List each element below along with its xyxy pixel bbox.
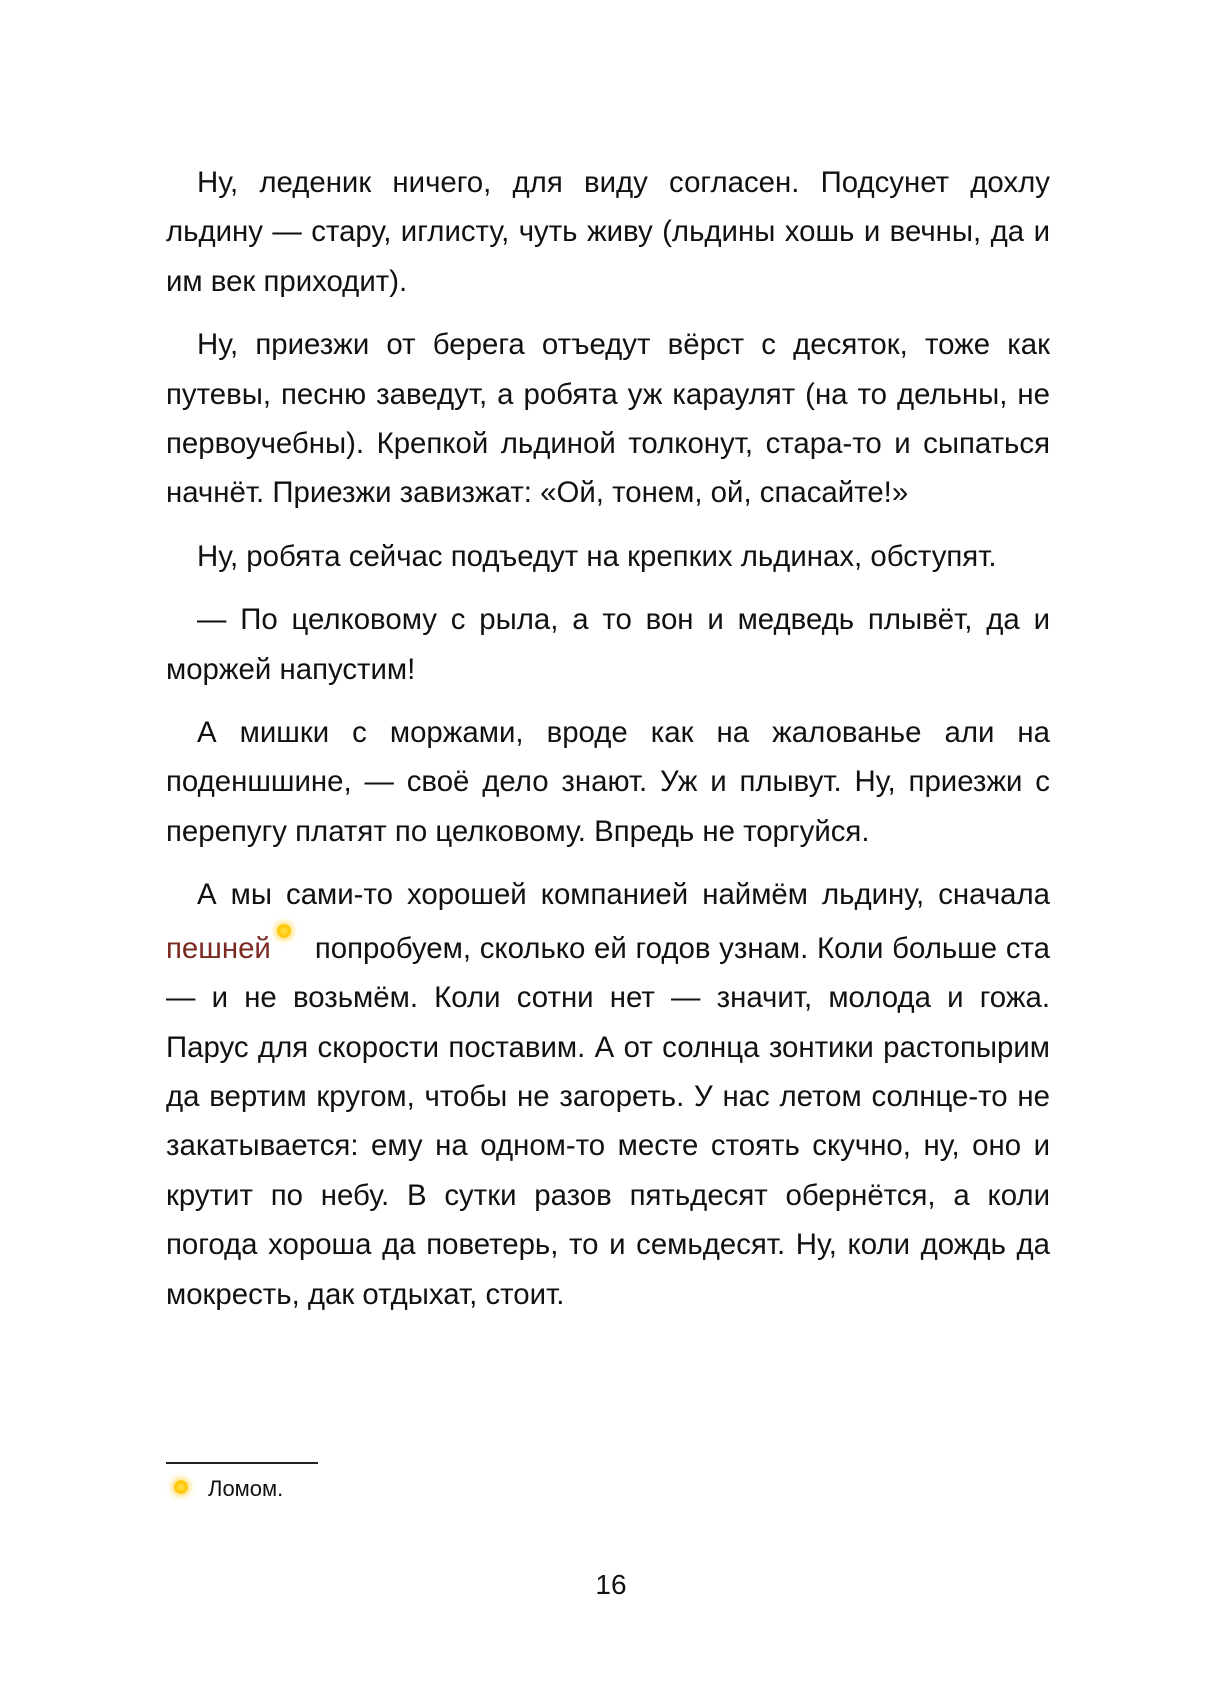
- sun-icon: [170, 1476, 192, 1498]
- glossary-word-link[interactable]: пешней: [166, 931, 271, 965]
- paragraph-6-start: А мы сами-то хорошей компанией наймём льдину, сначала: [197, 878, 1050, 912]
- page-number: 16: [595, 1569, 627, 1600]
- footnote: [166, 1474, 283, 1504]
- paragraph-6: [166, 870, 1050, 1319]
- paragraph-1: Ну, леденик ничего, для виду согласен. Подсунет дохлу льдину — стару, иглисту, чуть живу (льдины хошь и вечны, да и им век приходит).: [166, 166, 1050, 298]
- paragraph-6-rest: попробуем, сколько ей годов узнам. Коли больше ста — и не возьмём. Коли сотни нет — значит, молода и гожа. Парус для скорости поставим. А от солнца зонтики растопырим да вертим кругом, чтобы не загореть. У нас летом солнце-то не закатывается: ему на одном-то месте стоять скучно, ну, оно и крутит по небу. В сутки разов пятьдесят обернётся, а коли погода хороша да поветерь, то и семьдесят. Ну, коли дождь да мокресть, дак отдыхат, стоит.: [166, 931, 1050, 1311]
- paragraph-4-dialogue: — По целковому с рыла, а то вон и медведь плывёт, да и моржей напустим!: [166, 603, 1050, 686]
- paragraph-3: Ну, робята сейчас подъедут на крепких льдинах, обступят.: [197, 539, 997, 573]
- paragraph-5: А мишки с моржами, вроде как на жалованье али на поденшшине, — своё дело знают. Уж и плывут. Ну, приезжи с перепугу платят по целковому. Впредь не торгуйся.: [166, 716, 1050, 848]
- footnote-text: Ломом.: [208, 1476, 284, 1501]
- paragraph-2: Ну, приезжи от берега отъедут вёрст с десяток, тоже как путевы, песню заведут, а робята уж караулят (на то дельны, не первоучебны). Крепкой льдиной толконут, стара-то и сыпаться начнёт. Приезжи завизжат: «Ой, тонем, ой, спасайте!»: [166, 328, 1050, 510]
- footnote-divider: [166, 1462, 318, 1464]
- page-body: [166, 158, 1050, 1333]
- sun-icon[interactable]: [273, 920, 295, 942]
